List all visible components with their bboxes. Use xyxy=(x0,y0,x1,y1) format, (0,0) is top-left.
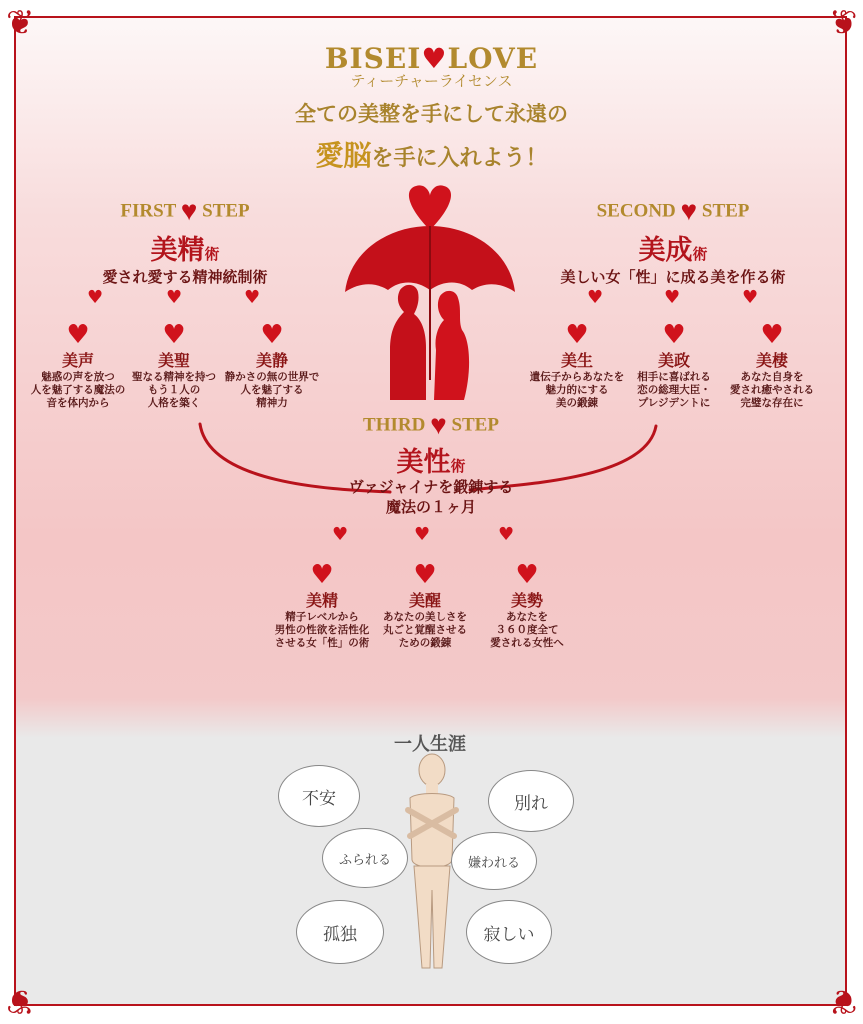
heart-icon: ♥ xyxy=(662,320,686,350)
heart-icon: ♥ xyxy=(332,524,349,545)
umbrella-couple-illustration xyxy=(330,180,530,400)
bubble-disliked: 嫌われる xyxy=(451,832,537,890)
corner-ornament-icon: ❦ xyxy=(828,981,857,1021)
bubble-anxiety: 不安 xyxy=(278,765,360,827)
second-node-2: ♥ 美政 相手に喜ばれる 恋の総理大臣・ プレジデントに xyxy=(622,322,726,410)
heart-icon: ♥ xyxy=(87,287,104,308)
heart-icon: ♥ xyxy=(413,560,437,590)
lonely-title: 一人生涯 xyxy=(394,734,466,754)
brand-subtitle: ティーチャーライセンス xyxy=(350,72,513,90)
heart-icon: ♥ xyxy=(421,42,448,75)
bubble-lonely: 寂しい xyxy=(466,900,552,964)
corner-ornament-icon: ❦ xyxy=(828,3,857,43)
second-subtitle: 美しい女「性」に成る美を作る術 xyxy=(560,268,786,286)
brand-logo: BISEI♥LOVE xyxy=(324,42,539,75)
second-art-title: 美成術 xyxy=(638,235,708,266)
heart-icon: ♥ xyxy=(430,410,447,441)
heart-icon: ♥ xyxy=(680,196,698,227)
second-node-3: ♥ 美棲 あなた自身を 愛され癒やされる 完璧な存在に xyxy=(722,322,822,410)
third-node-2: ♥ 美醒 あなたの美しさを 丸ごと覚醒させる ための鍛錬 xyxy=(368,562,482,650)
heart-icon: ♥ xyxy=(66,320,90,350)
heart-icon: ♥ xyxy=(180,196,198,227)
third-node-3: ♥ 美勢 あなたを ３６０度全て 愛される女性へ xyxy=(472,562,582,650)
corner-ornament-icon: ❦ xyxy=(6,981,35,1021)
heart-icon: ♥ xyxy=(515,560,539,590)
heart-icon: ♥ xyxy=(310,560,334,590)
heart-icon: ♥ xyxy=(742,287,759,308)
third-step-label: THIRD ♥ STEP xyxy=(363,410,499,441)
second-step-label: SECOND ♥ STEP xyxy=(596,196,750,227)
second-node-1: ♥ 美生 遺伝子からあなたを 魅力的にする 美の鍛錬 xyxy=(520,322,634,410)
third-subtitle-2: 魔法の１ヶ月 xyxy=(385,498,476,516)
heart-icon: ♥ xyxy=(260,320,284,350)
first-node-1: ♥ 美声 魅惑の声を放つ 人を魅了する魔法の 音を体内から xyxy=(28,322,128,410)
heart-icon: ♥ xyxy=(565,320,589,350)
bubble-rejected: ふられる xyxy=(322,828,408,888)
woman-silhouette xyxy=(434,291,469,400)
headline-line1: 全ての美整を手にして永遠の xyxy=(295,101,568,126)
bubble-solitude: 孤独 xyxy=(296,900,384,964)
top-heart-icon xyxy=(409,185,451,230)
corner-ornament-icon: ❦ xyxy=(6,3,35,43)
first-art-title: 美精術 xyxy=(150,235,220,266)
first-step-label: FIRST ♥ STEP xyxy=(120,196,250,227)
heart-icon: ♥ xyxy=(664,287,681,308)
headline-line2: 愛脳を手に入れよう！ xyxy=(315,139,548,172)
third-subtitle-1: ヴァジャイナを鍛錬する xyxy=(348,478,514,496)
third-art-title: 美性術 xyxy=(396,447,466,478)
heart-icon: ♥ xyxy=(587,287,604,308)
man-silhouette xyxy=(390,285,426,400)
heart-icon: ♥ xyxy=(244,287,261,308)
heart-icon: ♥ xyxy=(498,524,515,545)
first-subtitle: 愛され愛する精神統制術 xyxy=(102,268,268,286)
heart-icon: ♥ xyxy=(166,287,183,308)
heart-icon: ♥ xyxy=(414,524,431,545)
heart-icon: ♥ xyxy=(760,320,784,350)
heart-icon: ♥ xyxy=(162,320,186,350)
first-node-2: ♥ 美聖 聖なる精神を持つ もう１人の 人格を築く xyxy=(124,322,224,410)
third-node-1: ♥ 美精 精子レベルから 男性の性欲を活性化 させる女「性」の術 xyxy=(262,562,382,650)
first-node-3: ♥ 美静 静かさの無の世界で 人を魅了する 精神力 xyxy=(220,322,324,410)
bubble-breakup: 別れ xyxy=(488,770,574,832)
